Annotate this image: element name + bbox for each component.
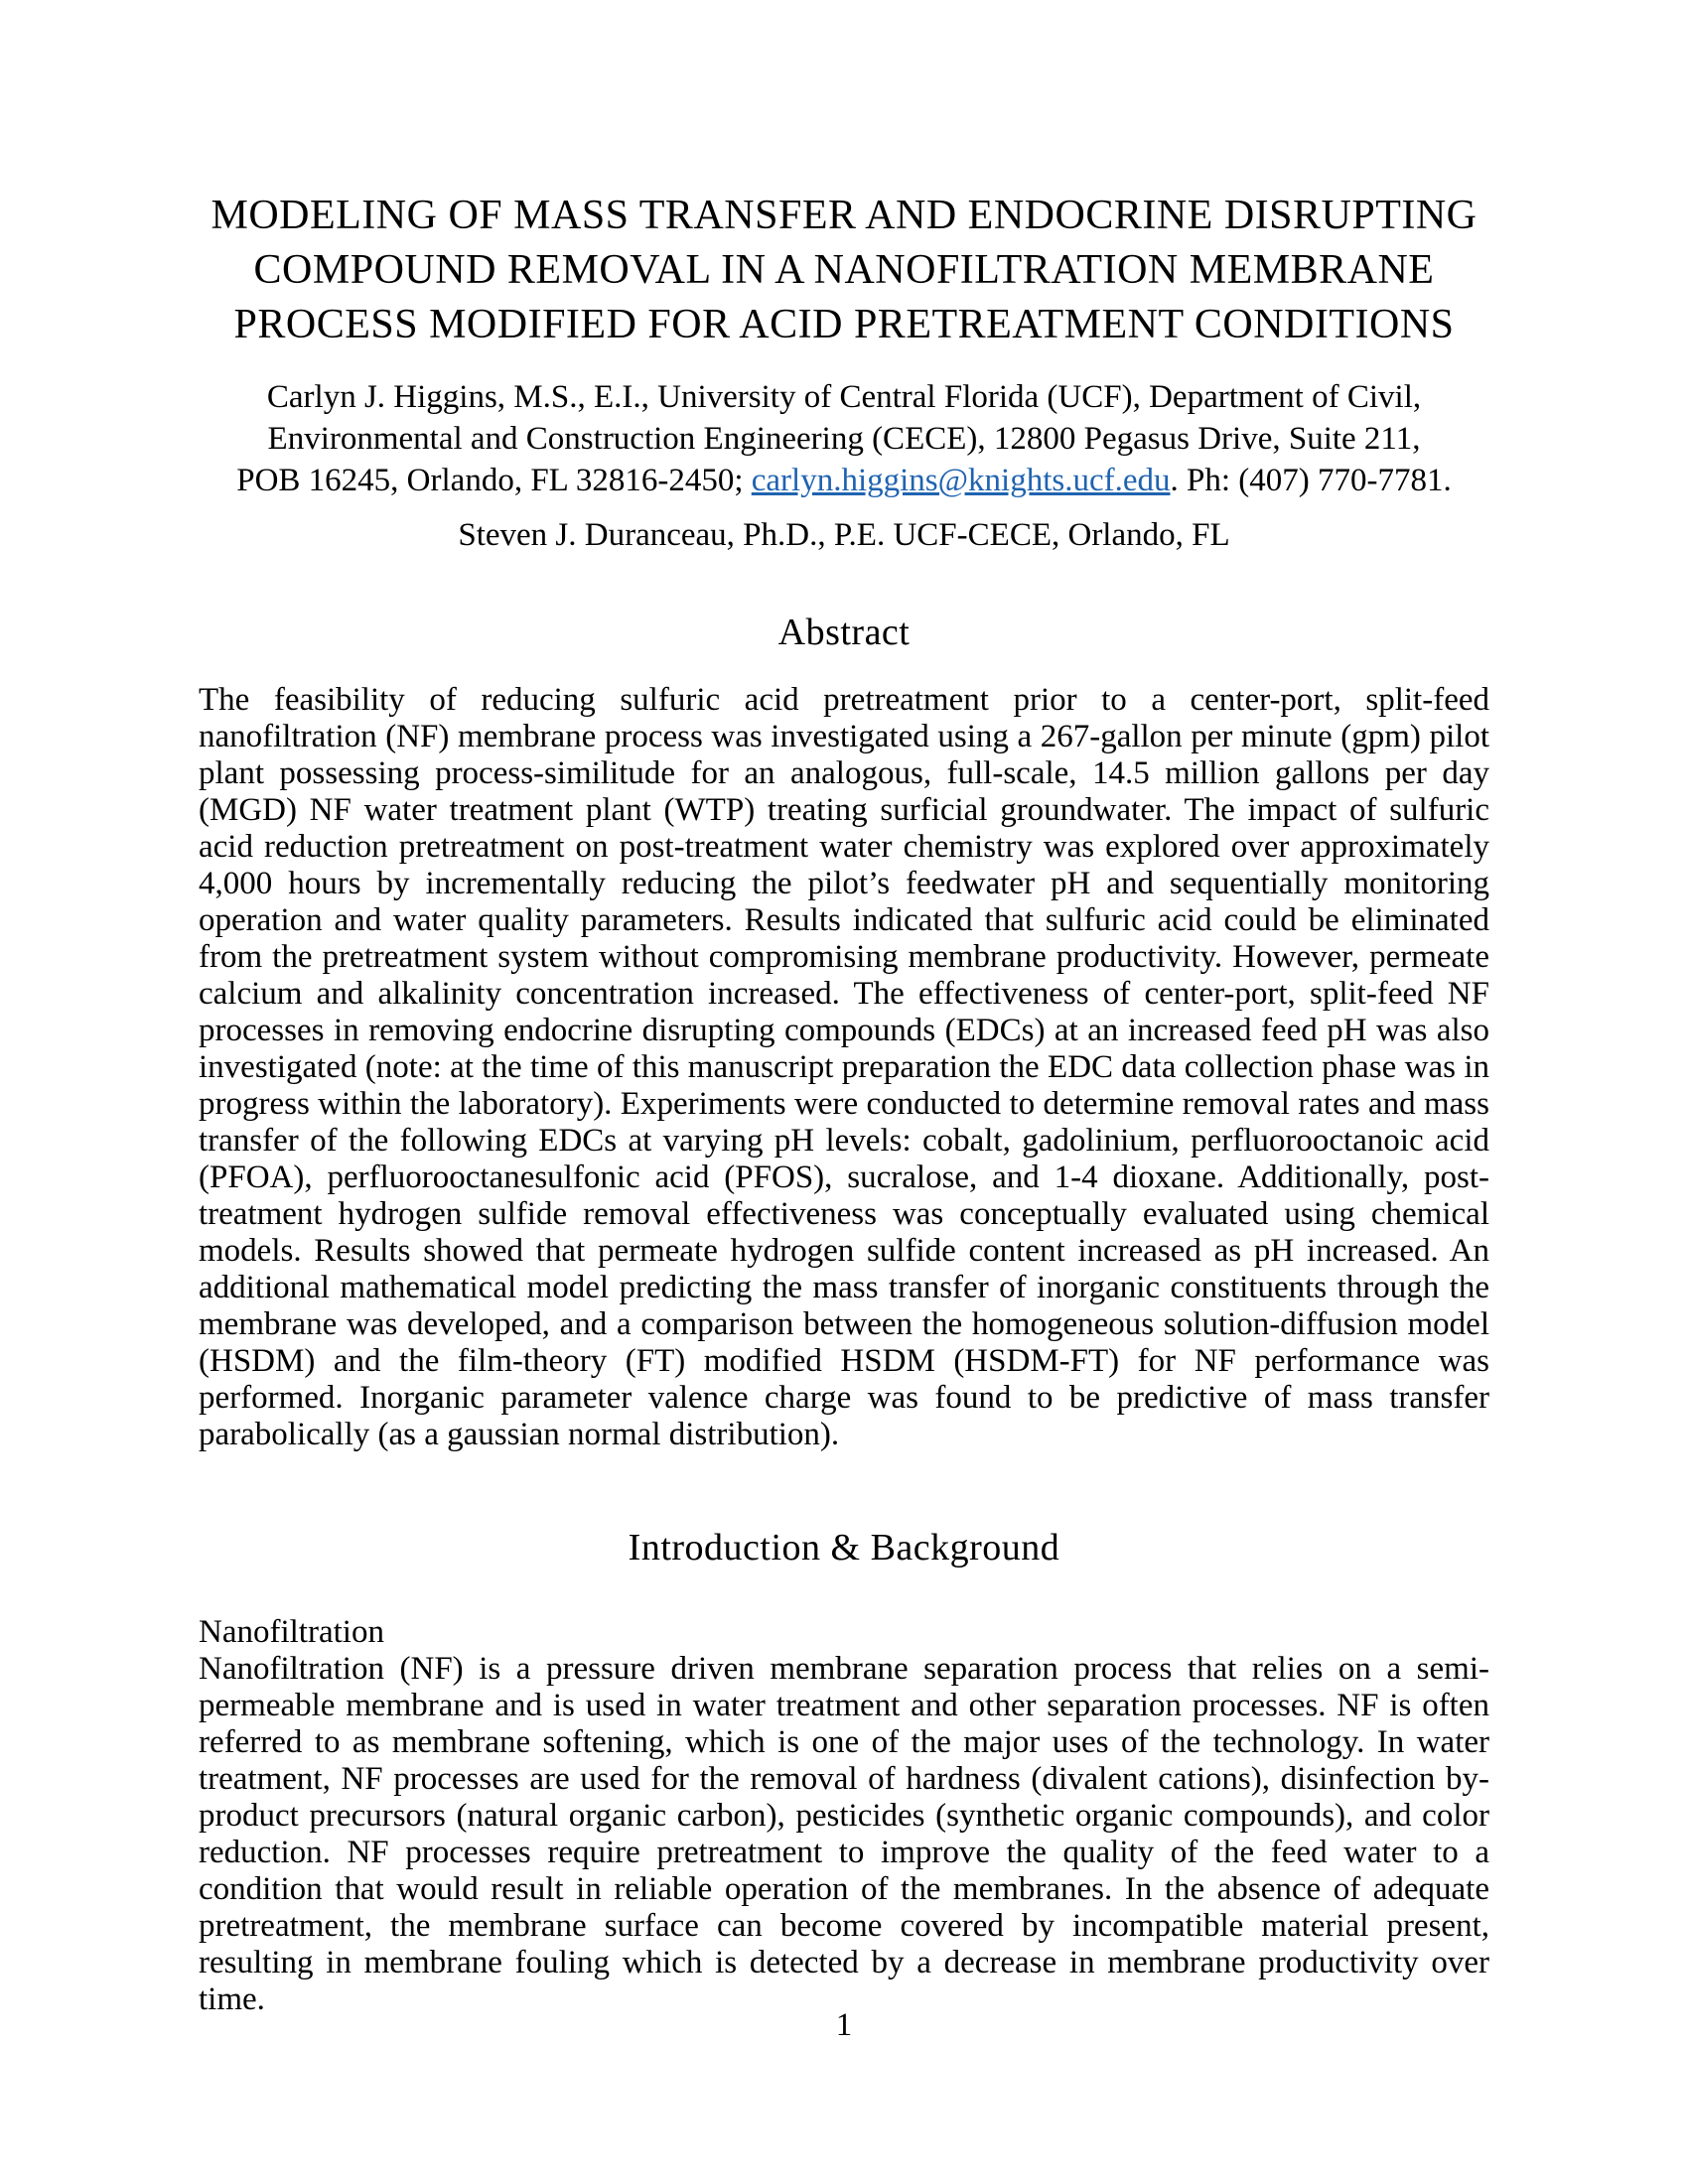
abstract-text: The feasibility of reducing sulfuric acid pretreatment prior to a center-port, split-feed nanofiltration (NF) membrane process was investigated using a 267-gallon per minute (gpm) pilot plant possessing process-similitude for an analogous, full-scale, 14.5 million gallons per day (MGD) NF water treatment plant (WTP) treating surficial groundwater. The impact of sulfuric acid reduction pretreatment on post-treatment water chemistry was explored over approximately 4,000 hours by incrementally reducing the pilot’s feedwater pH and sequentially monitoring operation and water quality parameters. Results indicated that sulfuric acid could be eliminated from the pretreatment system without compromising membrane productivity. However, permeate calcium and alkalinity concentration increased. The effectiveness of center-port, split-feed NF processes in removing endocrine disrupting compounds (EDCs) at an increased feed pH was also investigated (note: at the time of this manuscript preparation the EDC data collection phase was in progress within the laboratory). Experiments were conducted to determine removal rates and mass transfer of the following EDCs at varying pH levels: cobalt, gadolinium, perfluorooctanoic acid (PFOA), perfluorooctanesulfonic acid (PFOS), sucralose, and 1-4 dioxane. Additionally, post-treatment hydrogen sulfide removal effectiveness was conceptually evaluated using chemical models. Results showed that permeate hydrogen sulfide content increased as pH increased. An additional mathematical model predicting the mass transfer of inorganic constituents through the membrane was developed, and a comparison between the homogeneous solution-diffusion model (HSDM) and the film-theory (FT) modified HSDM (HSDM-FT) for NF performance was performed. Inorganic parameter valence charge was found to be predictive of mass transfer parabolically (as a gaussian normal distribution).	[199, 682, 1489, 1452]
page-number: 1	[835, 2007, 853, 2043]
paper-title	[199, 189, 1489, 352]
abstract-heading: Abstract	[777, 612, 911, 653]
paper-title-line-2: COMPOUND REMOVAL IN A NANOFILTRATION MEMBRANE	[253, 247, 1435, 293]
author-line-1: Carlyn J. Higgins, M.S., E.I., University of Central Florida (UCF), Department of Civil,	[266, 379, 1422, 415]
nanofiltration-subheading: Nanofiltration	[199, 1614, 384, 1650]
author-affiliation-block	[199, 376, 1489, 501]
email-link[interactable]: carlyn.higgins@knights.ucf.edu	[751, 463, 1171, 498]
author-line-3	[199, 460, 1489, 501]
coauthor-line: Steven J. Duranceau, Ph.D., P.E. UCF-CECE, Orlando, FL	[458, 517, 1230, 553]
introduction-heading: Introduction & Background	[628, 1527, 1060, 1569]
introduction-text: Nanofiltration (NF) is a pressure driven membrane separation process that relies on a semi-permeable membrane and is used in water treatment and other separation processes. NF is often referred to as membrane softening, which is one of the major uses of the technology. In water treatment, NF processes are used for the removal of hardness (divalent cations), disinfection by-product precursors (natural organic carbon), pesticides (synthetic organic compounds), and color reduction. NF processes require pretreatment to improve the quality of the feed water to a condition that would result in reliable operation of the membranes. In the absence of adequate pretreatment, the membrane surface can become covered by incompatible material present, resulting in membrane fouling which is detected by a decrease in membrane productivity over time.	[199, 1651, 1489, 2017]
author-line-2: Environmental and Construction Engineering (CECE), 12800 Pegasus Drive, Suite 211,	[267, 421, 1421, 457]
paper-title-line-1: MODELING OF MASS TRANSFER AND ENDOCRINE DISRUPTING	[211, 193, 1477, 238]
paper-title-line-3: PROCESS MODIFIED FOR ACID PRETREATMENT CONDITIONS	[233, 302, 1455, 347]
author-line-3-pre: POB 16245, Orlando, FL 32816-2450;	[236, 463, 752, 498]
author-line-3-post: . Ph: (407) 770-7781.	[1170, 463, 1452, 498]
